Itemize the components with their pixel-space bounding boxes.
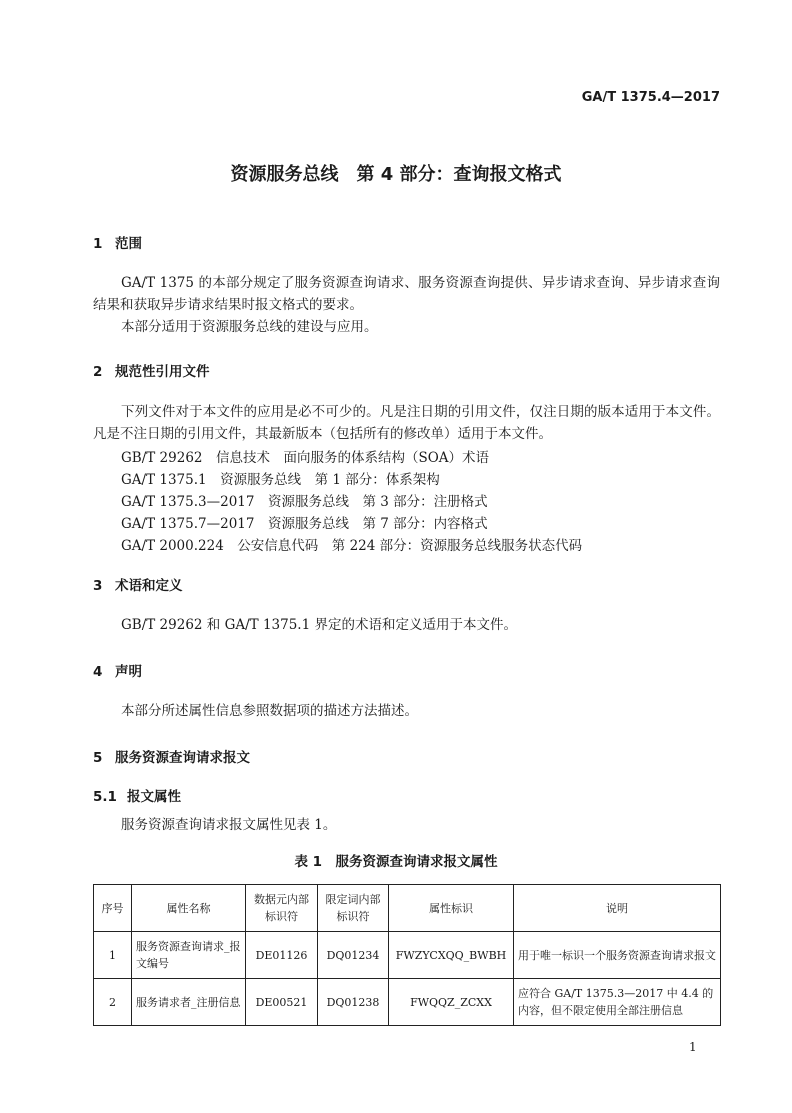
table-cell: DE01126 xyxy=(246,932,318,979)
table-cell: FWZYCXQQ_BWBH xyxy=(389,932,514,979)
reference-item: GB/T 29262 信息技术 面向服务的体系结构（SOA）术语 xyxy=(121,450,490,466)
section-5-1-heading xyxy=(93,785,181,805)
section-4-heading xyxy=(93,660,142,680)
reference-item: GA/T 1375.3—2017 资源服务总线 第 3 部分：注册格式 xyxy=(121,494,488,510)
table-cell: DQ01234 xyxy=(318,932,389,979)
table-cell: 服务请求者_注册信息 xyxy=(132,979,246,1026)
table-cell: DE00521 xyxy=(246,979,318,1026)
table-cell: 应符合 GA/T 1375.3—2017 中 4.4 的内容，但不限定使用全部注册信息 xyxy=(514,979,721,1026)
page-number: 1 xyxy=(689,1040,697,1054)
table-cell: DQ01238 xyxy=(318,979,389,1026)
section-title: 术语和定义 xyxy=(115,578,183,594)
table-cell: 用于唯一标识一个服务资源查询请求报文 xyxy=(514,932,721,979)
section-5-1-paragraph-1: 服务资源查询请求报文属性见表 1。 xyxy=(121,817,337,833)
section-title: 规范性引用文件 xyxy=(115,364,210,380)
section-number: 3 xyxy=(93,578,103,594)
section-3-heading xyxy=(93,574,183,594)
table-cell: 2 xyxy=(94,979,132,1026)
section-1-heading xyxy=(93,232,142,252)
standard-code: GA/T 1375.4—2017 xyxy=(581,90,720,105)
column-header: 属性标识 xyxy=(389,885,514,932)
column-header: 序号 xyxy=(94,885,132,932)
section-number: 1 xyxy=(93,236,103,252)
table-title: 表 1 服务资源查询请求报文属性 xyxy=(294,854,498,870)
section-number: 5 xyxy=(93,750,103,766)
section-number: 2 xyxy=(93,364,103,380)
table-cell: FWQQZ_ZCXX xyxy=(389,979,514,1026)
column-header: 属性名称 xyxy=(132,885,246,932)
section-number: 4 xyxy=(93,664,103,680)
section-2-heading xyxy=(93,360,210,380)
column-header: 数据元内部标识符 xyxy=(246,885,318,932)
reference-item: GA/T 1375.7—2017 资源服务总线 第 7 部分：内容格式 xyxy=(121,516,488,532)
section-2-paragraph-1: 下列文件对于本文件的应用是必不可少的。凡是注日期的引用文件，仅注日期的版本适用于本文件。凡是不注日期的引用文件，其最新版本（包括所有的修改单）适用于本文件。 xyxy=(93,404,720,442)
column-header: 说明 xyxy=(514,885,721,932)
document-title: 资源服务总线 第 4 部分：查询报文格式 xyxy=(230,164,562,185)
section-3-paragraph-1: GB/T 29262 和 GA/T 1375.1 界定的术语和定义适用于本文件。 xyxy=(121,617,517,633)
section-1-paragraph-2: 本部分适用于资源服务总线的建设与应用。 xyxy=(121,319,378,335)
section-4-paragraph-1: 本部分所述属性信息参照数据项的描述方法描述。 xyxy=(121,703,418,719)
table-row xyxy=(94,979,721,1026)
section-5-heading xyxy=(93,746,250,766)
attribute-table xyxy=(93,884,721,1026)
section-title: 范围 xyxy=(115,236,142,252)
table-row xyxy=(94,932,721,979)
column-header: 限定词内部标识符 xyxy=(318,885,389,932)
reference-item: GA/T 2000.224 公安信息代码 第 224 部分：资源服务总线服务状态代码 xyxy=(121,538,583,554)
table-header-row xyxy=(94,885,721,932)
section-title: 报文属性 xyxy=(127,789,181,805)
section-1-paragraph-1: GA/T 1375 的本部分规定了服务资源查询请求、服务资源查询提供、异步请求查询、异步请求查询结果和获取异步请求结果时报文格式的要求。 xyxy=(93,275,720,313)
section-title: 服务资源查询请求报文 xyxy=(115,750,250,766)
reference-item: GA/T 1375.1 资源服务总线 第 1 部分：体系架构 xyxy=(121,472,440,488)
section-title: 声明 xyxy=(115,664,142,680)
section-number: 5.1 xyxy=(93,789,117,805)
table-cell: 服务资源查询请求_报文编号 xyxy=(132,932,246,979)
table-cell: 1 xyxy=(94,932,132,979)
